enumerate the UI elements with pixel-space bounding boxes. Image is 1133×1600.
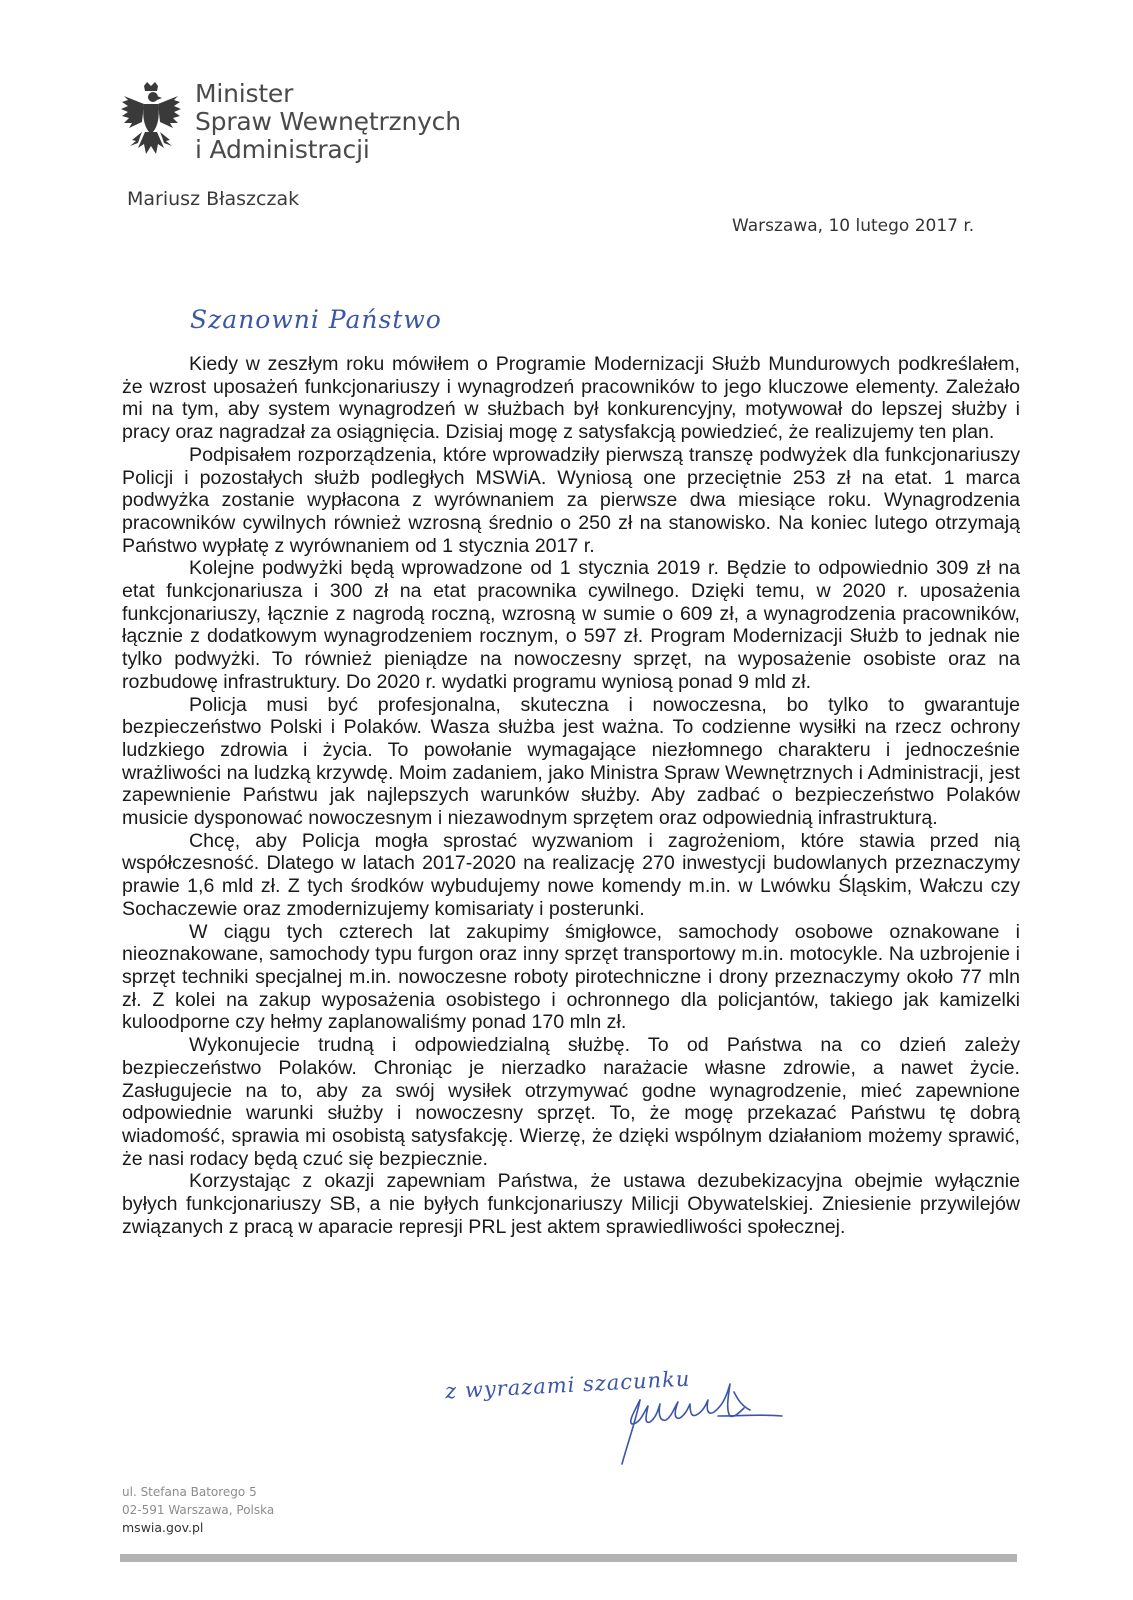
footer-city: 02-591 Warszawa, Polska [122, 1503, 275, 1517]
letter-body [122, 353, 1020, 1238]
letter-date: Warszawa, 10 lutego 2017 r. [732, 216, 975, 236]
handwritten-closing: z wyrazami szacunku [444, 1366, 691, 1404]
body-paragraph: W ciągu tych czterech lat zakupimy śmigłowce, samochody osobowe oznakowane i nieoznakowane, samochody typu furgon oraz inny sprzęt transportowy m.in. motocykle. Na uzbrojenie i sprzęt techniki specjalnej m.in. nowoczesne roboty pirotechniczne i drony przeznaczymy około 77 mln zł. Z kolei na zakup wyposażenia osobistego i ochronnego dla policjantów, takiego jak kamizelki kuloodporne czy hełmy zaplanowaliśmy ponad 170 mln zł. [122, 920, 1020, 1034]
body-paragraph: Korzystając z okazji zapewniam Państwa, że ustawa dezubekizacyjna obejmie wyłącznie byłych funkcjonariuszy SB, a nie byłych funkcjonariuszy Milicji Obywatelskiej. Zniesienie przywilejów związanych z pracą w aparacie represji PRL jest aktem sprawiedliwości społecznej. [122, 1170, 1020, 1238]
body-paragraph: Wykonujecie trudną i odpowiedzialną służbę. To od Państwa na co dzień zależy bezpieczeństwo Polaków. Chroniąc je nierzadko narażacie własne zdrowie, a nawet życie. Zasługujecie na to, aby za swój wysiłek otrzymywać godne wynagrodzenie, mieć zapewnione odpowiednie warunki służby i nowoczesny sprzęt. To, że mogę przekazać Państwu tę dobrą wiadomość, sprawia mi osobistą satysfakcję. Wierzę, że dzięki wspólnym działaniom możemy sprawić, że nasi rodacy będą czuć się bezpiecznie. [122, 1034, 1020, 1170]
ministry-line-3: i Administracji [195, 135, 370, 164]
handwritten-signature [600, 1372, 800, 1472]
footer-divider-bar [120, 1554, 1017, 1562]
footer-address [122, 1483, 274, 1537]
ministry-name [195, 80, 461, 164]
footer-website: mswia.gov.pl [122, 1520, 204, 1535]
ministry-line-2: Spraw Wewnętrznych [195, 107, 461, 136]
ministry-line-1: Minister [195, 79, 294, 108]
minister-name: Mariusz Błaszczak [127, 188, 300, 210]
handwritten-salutation: Szanowni Państwo [190, 305, 442, 334]
body-paragraph: Policja musi być profesjonalna, skuteczna i nowoczesna, bo tylko to gwarantuje bezpieczeństwo Polski i Polaków. Wasza służba jest ważna. To codzienne wysiłki na rzecz ochrony ludzkiego zdrowia i życia. To powołanie wymagające niezłomnego charakteru i jednocześnie wrażliwości na ludzką krzywdę. Moim zadaniem, jako Ministra Spraw Wewnętrznych i Administracji, jest zapewnienie Państwu jak najlepszych warunków służby. Aby zadbać o bezpieczeństwo Polaków musicie dysponować nowoczesnym i niezawodnym sprzętem oraz odpowiednią infrastrukturą. [122, 693, 1020, 830]
body-paragraph: Kolejne podwyżki będą wprowadzone od 1 stycznia 2019 r. Będzie to odpowiednio 309 zł na etat funkcjonariusza i 300 zł na etat pracownika cywilnego. Dzięki temu, w 2020 r. uposażenia funkcjonariuszy, łącznie z nagrodą roczną, wzrosną w sumie o 609 zł, a wynagrodzenia pracowników, łącznie z dodatkowym wynagrodzeniem rocznym, o 597 zł. Program Modernizacji Służb to jednak nie tylko podwyżki. To również pieniądze na nowoczesny sprzęt, na wyposażenie osobiste oraz na rozbudowę infrastruktury. Do 2020 r. wydatki programu wyniosą ponad 9 mld zł. [122, 557, 1020, 693]
body-paragraph: Podpisałem rozporządzenia, które wprowadziły pierwszą transzę podwyżek dla funkcjonariuszy Policji i pozostałych służb podległych MSWiA. Wyniosą one przeciętnie 253 zł na etat. 1 marca podwyżka zostanie wypłacona z wyrównaniem za pierwsze dwa miesiące roku. Wynagrodzenia pracowników cywilnych również wzrosną średnio o 250 zł na stanowisko. Na koniec lutego otrzymają Państwo wypłatę z wyrównaniem od 1 stycznia 2017 r. [122, 443, 1020, 557]
footer-street: ul. Stefana Batorego 5 [122, 1485, 257, 1499]
white-eagle-emblem-icon [120, 82, 182, 160]
body-paragraph: Kiedy w zeszłym roku mówiłem o Programie Modernizacji Służb Mundurowych podkreślałem, że wzrost uposażeń funkcjonariuszy i wynagrodzeń pracowników to jego kluczowe elementy. Zależało mi na tym, aby system wynagrodzeń w służbach był konkurencyjny, motywował do lepszej służby i pracy oraz nagradzał za osiągnięcia. Dzisiaj mogę z satysfakcją powiedzieć, że realizujemy ten plan. [122, 353, 1020, 444]
body-paragraph: Chcę, aby Policja mogła sprostać wyzwaniom i zagrożeniom, które stawia przed nią współczesność. Dlatego w latach 2017-2020 na realizację 270 inwestycji budowlanych przeznaczymy prawie 1,6 mld zł. Z tych środków wybudujemy nowe komendy m.in. w Lwówku Śląskim, Wałczu czy Sochaczewie oraz zmodernizujemy komisariaty i posterunki. [122, 829, 1020, 920]
